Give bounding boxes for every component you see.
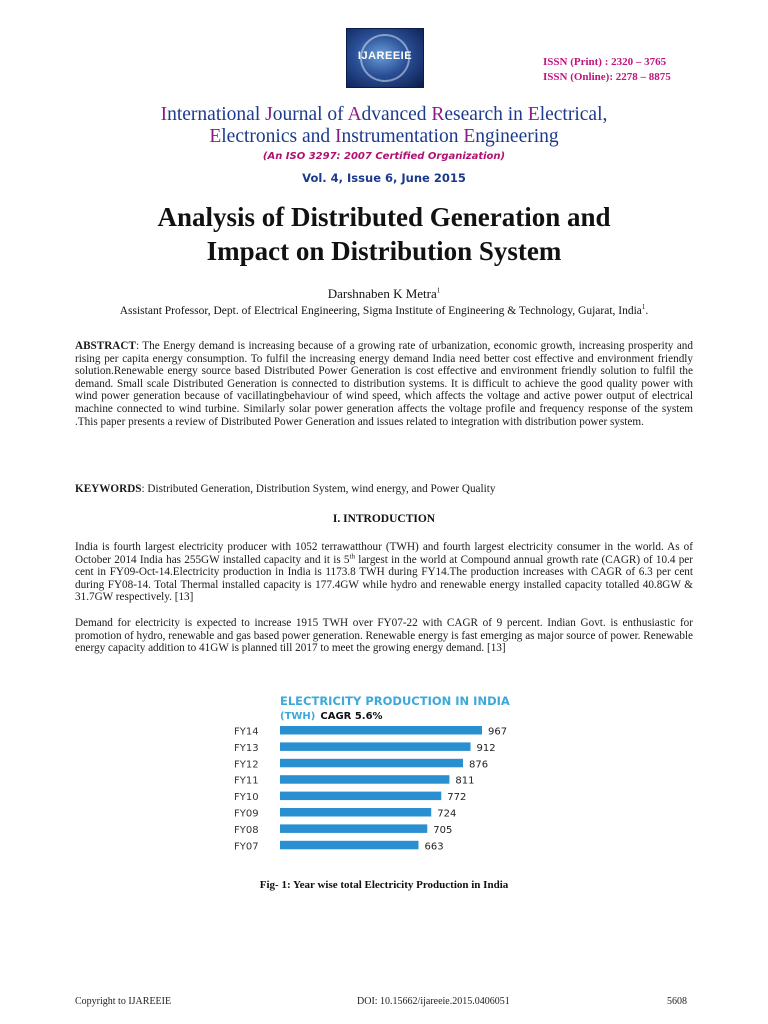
bar [280,726,482,735]
intro-paragraph-2: Demand for electricity is expected to increase 1915 TWH over FY07-22 with CAGR of 9 percent. Indian Govt. is enthusiastic for promotion of hydro, renewable and gas based power generation. Renewable energy is fast emerging as major source of power. Renewable energy capacity addition to 41GW is planned till 2017 to meet the growing energy demand. [13] [75,617,693,655]
bar-category-label: FY14 [234,726,259,738]
intro-p1-a: India is fourth largest electricity producer with 1052 terrawatthour (TWH) and fourth largest electricity consumer in the world. As of October 2014 India has 255GW installed capacity and it is 5 [75,541,693,566]
keywords-text: : Distributed Generation, Distribution System, wind energy, and Power Quality [141,483,496,495]
journal-word: dvanced [361,104,432,125]
bar-category-label: FY10 [234,792,259,804]
chart-bars [234,726,507,852]
abstract [75,340,693,428]
journal-word: nstrumentation [341,126,464,147]
abstract-text: : The Energy demand is increasing because of a growing rate of urbanization, economic growth, increasing prosperity and rising per capita energy consumption. To fulfil the increasing energy demand India need better cost effective and environment friendly solution.Renewable energy source based Distributed Power Generation is cost effective and environment friendly solution to fulfil the demand. Small scale Distributed Generation is connected to distribution systems. It is difficult to achieve the good quality power with wind power generation because of vacillatingbehaviour of wind speed, which affects the voltage and active power output of electrical machine connected to wind turbine. Similarly solar power generation affects the voltage profile and frequency response of the system .This paper presents a review of Distributed Power Generation and issues related to integration with distribution power system. [75,340,693,428]
keywords [75,483,693,496]
keywords-label: KEYWORDS [75,483,142,495]
issn-print: ISSN (Print) : 2320 – 3765 [543,56,667,68]
author-name: Darshnaben K Metra [327,286,437,301]
bar-value-label: 967 [488,726,508,738]
affiliation-end: . [645,305,649,317]
bar-category-label: FY07 [234,841,259,853]
bar [280,775,449,784]
paper-title [40,200,728,268]
bar [280,792,441,801]
bar [280,824,427,833]
bar-value-label: 912 [476,742,496,754]
footer-page-number: 5608 [667,996,687,1007]
paper-title-line1: Analysis of Distributed Generation and [157,202,611,232]
volume-issue: Vol. 4, Issue 6, June 2015 [302,171,466,185]
journal-word: esearch in [444,104,528,125]
bar [280,841,418,850]
chart-cagr: CAGR 5.6% [320,711,383,722]
affiliation-sup: 1 [641,303,646,312]
bar-value-label: 724 [437,808,457,820]
footer-doi: DOI: 10.15662/ijareeie.2015.0406051 [357,996,510,1007]
journal-word: lectrical, [539,104,608,125]
iso-certification: (An ISO 3297: 2007 Certified Organization) [262,151,506,162]
journal-name-line2 [40,126,728,148]
intro-p1-sup: th [349,551,355,560]
affiliation [40,305,728,317]
bar-value-label: 811 [455,775,475,787]
author-sup: 1 [436,286,441,295]
chart-unit: (TWH) [280,711,316,722]
bar-category-label: FY12 [234,759,259,771]
chart-subtitle [280,711,383,722]
journal-initial: J [265,104,273,125]
author [0,286,768,302]
journal-word: ngineering [475,126,559,147]
bar [280,759,463,768]
journal-initial: I [160,104,168,125]
journal-initial: E [463,126,476,147]
journal-initial: R [431,104,445,125]
bar-value-label: 705 [433,824,453,836]
intro-p1-b: largest in the world at Compound annual growth rate (CAGR) of 10.4 per cent in FY09-Oct-14.Electricity production in India is 1173.8 TWH during FY14.The production increases with CAGR of 6.3 per cent during FY08-14. Total Thermal installed capacity is 177.4GW while hydro and renewable energy installed capacity totalled 40.8GW & 31.7GW respectively. [13] [75,553,693,604]
bar-value-label: 772 [447,792,467,804]
chart-title: ELECTRICITY PRODUCTION IN INDIA [280,694,510,708]
bar [280,742,471,751]
bar-value-label: 663 [424,841,444,853]
journal-initial: I [334,126,342,147]
journal-word: lectronics and [221,126,335,147]
paper-title-line2: Impact on Distribution System [206,236,562,266]
journal-name-line1 [40,104,728,126]
abstract-label: ABSTRACT [75,340,136,352]
bar-value-label: 876 [468,759,489,771]
electricity-production-chart [226,690,546,860]
affiliation-text: Assistant Professor, Dept. of Electrical Engineering, Sigma Institute of Engineering & Technology, Gujarat, India [119,305,642,317]
issn-online: ISSN (Online): 2278 – 8875 [543,71,671,83]
intro-paragraph-1 [75,541,693,604]
bar-category-label: FY08 [234,824,259,836]
footer-copyright: Copyright to IJAREEIE [75,996,172,1007]
journal-initial: E [527,104,540,125]
bar [280,808,431,817]
bar-category-label: FY11 [234,775,259,787]
journal-initial: A [347,104,362,125]
bar-category-label: FY09 [234,808,259,820]
logo-text: IJAREEIE [357,50,413,62]
figure-caption: Fig- 1: Year wise total Electricity Production in India [259,879,509,891]
journal-word: nternational [167,104,266,125]
journal-word: ournal of [272,104,348,125]
bar-category-label: FY13 [234,742,259,754]
journal-initial: E [209,126,222,147]
section-heading: I. INTRODUCTION [332,513,436,525]
